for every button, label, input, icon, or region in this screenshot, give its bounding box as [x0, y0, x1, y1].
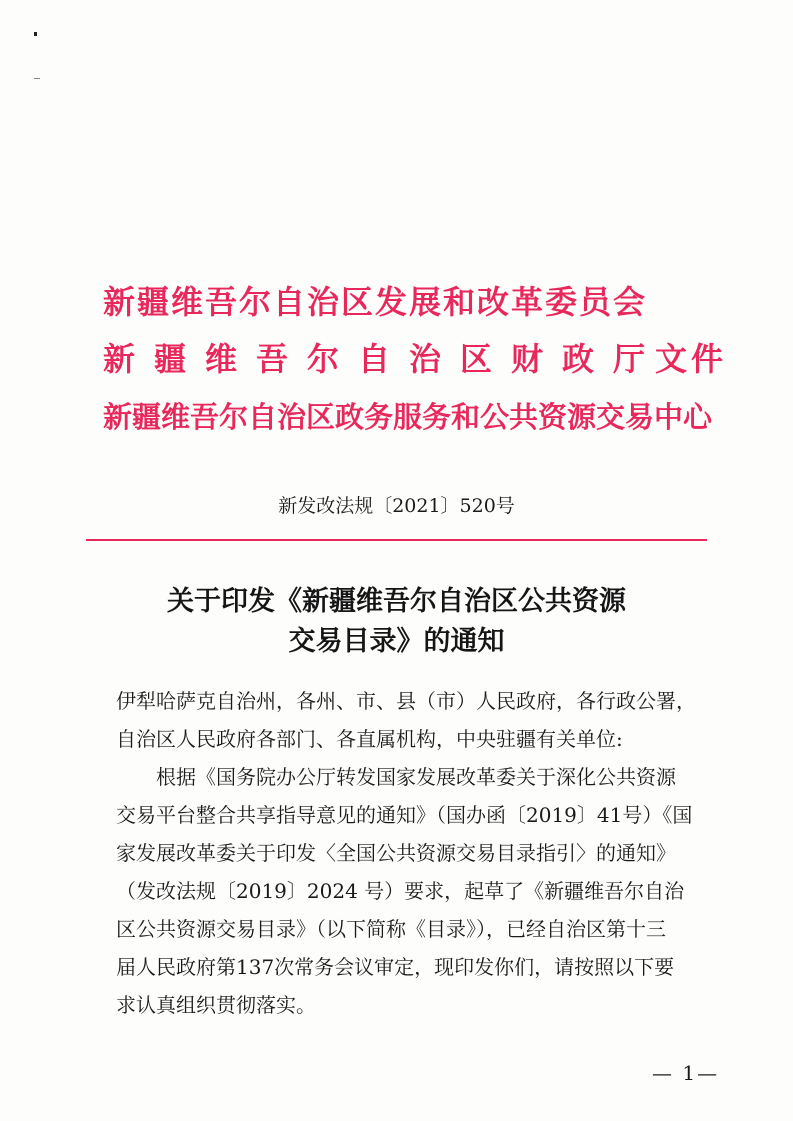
document-title-line-1: 关于印发《新疆维吾尔自治区公共资源: [167, 586, 626, 617]
page-number: — 1—: [652, 1061, 720, 1085]
scan-artifact-dash: [34, 78, 40, 79]
body-line-1: 伊犁哈萨克自治州，各州、市、县（市）人民政府，各行政公署，: [116, 689, 696, 713]
issuer-finance-department: 新疆维吾尔自治区财政厅: [103, 340, 665, 378]
document-number: 新发改法规〔2021〕520号: [278, 495, 515, 517]
body-line-5: 家发展改革委关于印发〈全国公共资源交易目录指引〉的通知》: [116, 841, 676, 865]
body-line-9: 求认真组织贯彻落实。: [116, 993, 316, 1017]
body-line-3: 根据《国务院办公厅转发国家发展改革委关于深化公共资源: [156, 765, 676, 789]
document-word: 文件: [655, 340, 728, 378]
body-line-4: 交易平台整合共享指导意见的通知》（国办函〔2019〕41号）《国: [116, 803, 693, 827]
issuer-public-resource-trading-center: 新疆维吾尔自治区政务服务和公共资源交易中心: [103, 400, 713, 434]
red-divider-line: [86, 539, 707, 541]
body-line-8: 届人民政府第137次常务会议审定，现印发你们，请按照以下要: [116, 955, 675, 979]
body-line-7: 区公共资源交易目录》（以下简称《目录》），已经自治区第十三: [116, 917, 666, 941]
body-line-2: 自治区人民政府各部门、各直属机构，中央驻疆有关单位:: [116, 727, 623, 751]
document-title-line-2: 交易目录》的通知: [288, 626, 505, 657]
scan-artifact-dot: [34, 32, 37, 36]
issuer-development-reform-commission: 新疆维吾尔自治区发展和改革委员会: [103, 283, 648, 321]
body-line-6: （发改法规〔2019〕2024 号）要求，起草了《新疆维吾尔自治: [116, 879, 685, 903]
